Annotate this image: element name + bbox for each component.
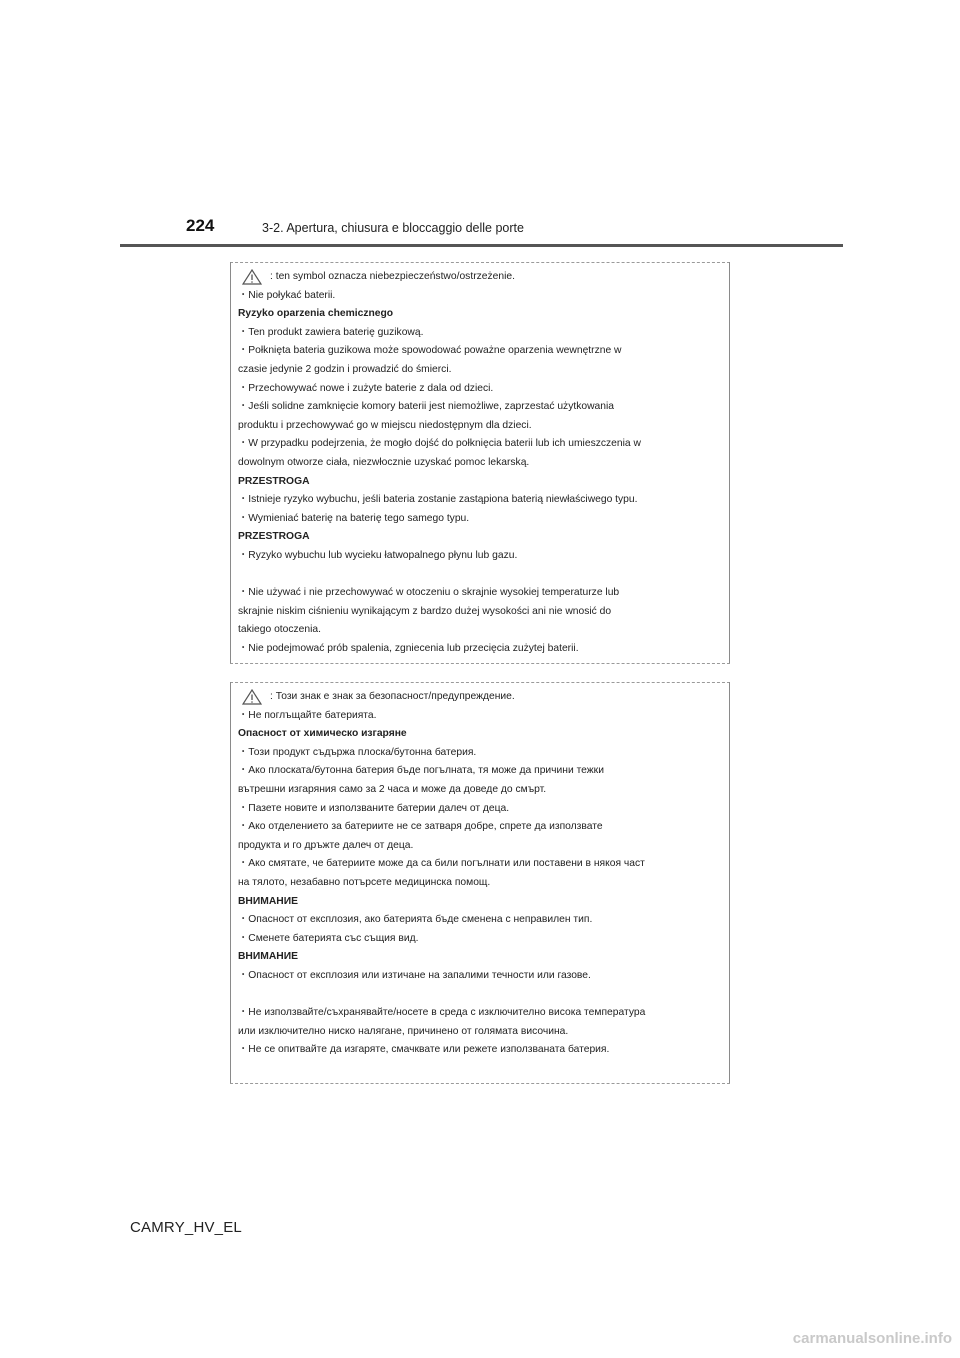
warning-text-line: ・Jeśli solidne zamknięcie komory baterii jest niemożliwe, zaprzestać użytkowania: [238, 401, 614, 413]
warning-subheading: ВНИМАНИЕ: [238, 951, 298, 963]
warning-text-line: ・Опасност от експлозия или изтичане на запалими течности или газове.: [238, 969, 591, 981]
warning-heading: [238, 268, 722, 287]
warning-text-line: ・Пазете новите и използваните батерии далеч от деца.: [238, 802, 510, 814]
document-code: CAMRY_HV_EL: [130, 1219, 242, 1236]
warning-text-line: ・Опасност от експлозия, ако батерията бъде сменена с неправилен тип.: [238, 914, 593, 926]
warning-text-line: ・Ако смятате, че батериите може да са били погълнати или поставени в някоя част: [238, 858, 645, 870]
line-gap: [238, 566, 722, 585]
polish-warning-box: [230, 262, 730, 664]
box-border-left: [230, 682, 231, 1084]
warning-text-line: продукта и го дръжте далеч от деца.: [238, 839, 414, 851]
warning-text-line: ・Този продукт съдържа плоска/бутонна батерия.: [238, 746, 477, 758]
box-border-right: [729, 682, 730, 1084]
warning-text-line: czasie jedynie 2 godzin i prowadzić do śmierci.: [238, 363, 452, 375]
warning-text-line: ・Не поглъщайте батерията.: [238, 709, 377, 721]
watermark: carmanualsonline.info: [792, 1330, 952, 1347]
warning-text-line: produktu i przechowywać go w miejscu niedostępnym dla dzieci.: [238, 419, 532, 431]
warning-text-line: skrajnie niskim ciśnieniu wynikającym z bardzo dużej wysokości ani nie wnosić do: [238, 605, 612, 617]
warning-text-line: ・Wymieniać baterię na baterię tego samego typu.: [238, 512, 470, 524]
warning-subheading: ВНИМАНИЕ: [238, 895, 298, 907]
warning-text-line: ・Połknięta bateria guzikowa może spowodować poważne oparzenia wewnętrzne w: [238, 345, 622, 357]
warning-text-line: ・Ако отделението за батериите не се затваря добре, спрете да използвате: [238, 821, 603, 833]
warning-text-line: вътрешни изгаряния само за 2 часа и може да доведе до смърт.: [238, 783, 547, 795]
box-border-right: [729, 262, 730, 664]
warning-heading-text: : Този знак е знак за безопасност/предупреждение.: [270, 691, 515, 702]
warning-text-line: ・Ryzyko wybuchu lub wycieku łatwopalnego płynu lub gazu.: [238, 549, 518, 561]
page-number: 224: [186, 216, 215, 235]
warning-heading: [238, 688, 722, 707]
warning-text-line: ・Nie używać i nie przechowywać w otoczeniu o skrajnie wysokiej temperaturze lub: [238, 587, 620, 599]
warning-text-line: takiego otoczenia.: [238, 624, 322, 636]
warning-text-line: ・Сменете батерията със същия вид.: [238, 932, 419, 944]
warning-text-line: ・Не използвайте/съхранявайте/носете в среда с изключително висока температура: [238, 1007, 646, 1019]
header-rule: [120, 244, 843, 247]
warning-triangle-icon: [242, 269, 264, 285]
warning-subheading: Ryzyko oparzenia chemicznego: [238, 308, 394, 320]
warning-text-line: ・Istnieje ryzyko wybuchu, jeśli bateria zostanie zastąpiona baterią niewłaściwego typu.: [238, 494, 638, 506]
warning-text-line: ・Nie podejmować prób spalenia, zgniecenia lub przecięcia zużytej baterii.: [238, 642, 579, 654]
box-border-left: [230, 262, 231, 664]
warning-triangle-icon: [242, 689, 264, 705]
warning-text-line: ・Przechowywać nowe i zużyte baterie z dala od dzieci.: [238, 382, 494, 394]
section-title: 3-2. Apertura, chiusura e bloccaggio delle porte: [262, 221, 524, 235]
warning-subheading: PRZESTROGA: [238, 475, 310, 487]
warning-text-line: ・Ако плоската/бутонна батерия бъде погълната, тя може да причини тежки: [238, 765, 604, 777]
warning-text-line: ・Не се опитвайте да изгаряте, смачквате или режете използваната батерия.: [238, 1044, 610, 1056]
bulgarian-warning-box: [230, 682, 730, 1084]
warning-text-line: ・Nie połykać baterii.: [238, 289, 336, 301]
warning-subheading: PRZESTROGA: [238, 531, 310, 543]
line-gap: [238, 986, 722, 1005]
warning-heading-text: : ten symbol oznacza niebezpieczeństwo/ostrzeżenie.: [270, 271, 515, 282]
warning-text-line: на тялото, незабавно потърсете медицинска помощ.: [238, 876, 491, 888]
warning-text-line: dowolnym otworze ciała, niezwłocznie uzyskać pomoc lekarską.: [238, 456, 530, 468]
warning-text-line: или изключително ниско налягане, причинено от голямата височина.: [238, 1025, 569, 1037]
warning-text-line: ・Ten produkt zawiera baterię guzikową.: [238, 326, 424, 338]
warning-subheading: Опасност от химическо изгаряне: [238, 728, 407, 740]
warning-text-line: ・W przypadku podejrzenia, że mogło dojść do połknięcia baterii lub ich umieszczenia w: [238, 438, 641, 450]
